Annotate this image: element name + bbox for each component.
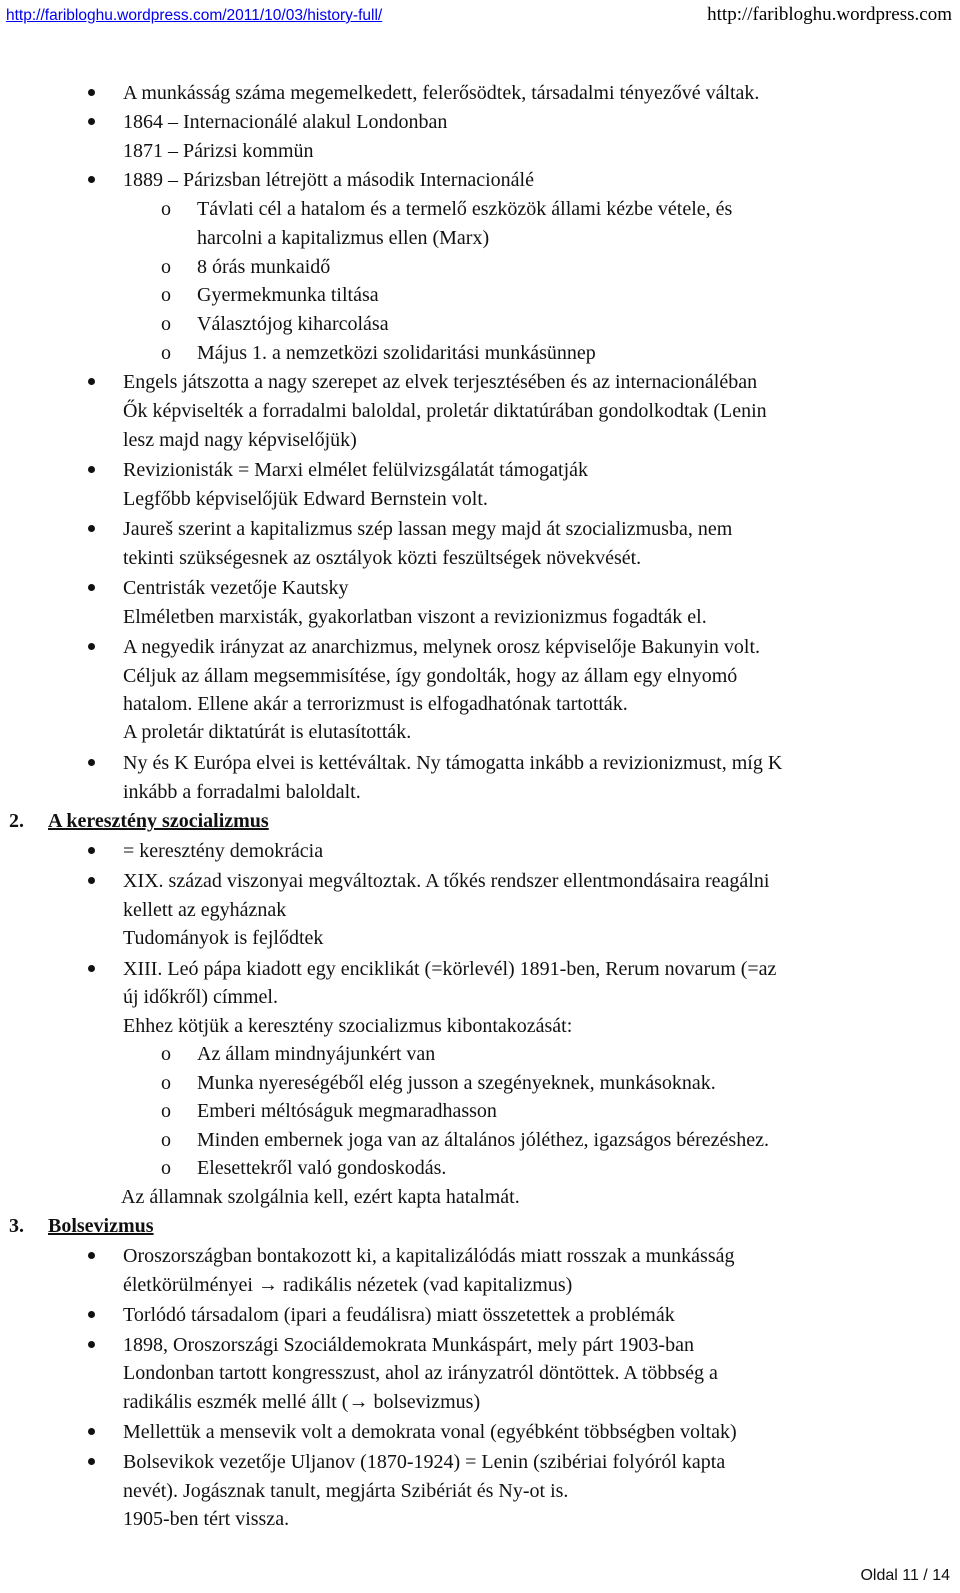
sub-item-line: 8 órás munkaidő <box>197 256 331 278</box>
paragraph-line: Tudományok is fejlődtek <box>123 927 324 949</box>
paragraph-line: A negyedik irányzat az anarchizmus, melynek orosz képviselője Bakunyin volt. <box>123 636 761 658</box>
bullet <box>88 89 95 96</box>
paragraph-line <box>123 1273 572 1297</box>
bullet <box>88 643 95 650</box>
paragraph-line: Ehhez kötjük a keresztény szocializmus kibontakozását: <box>123 1015 573 1037</box>
arrow-icon: → <box>348 1391 369 1413</box>
section-number: 3. <box>9 1215 24 1237</box>
sub-bullet: o <box>161 342 171 364</box>
bullet <box>88 378 95 385</box>
paragraph-line: Centristák vezetője Kautsky <box>123 577 349 599</box>
sub-bullet: o <box>161 1043 171 1065</box>
bullet <box>88 759 95 766</box>
bullet <box>88 118 95 125</box>
bullet <box>88 584 95 591</box>
paragraph-line: hatalom. Ellene akár a terrorizmust is elfogadhatónak tartották. <box>123 693 628 715</box>
sub-bullet: o <box>161 313 171 335</box>
section-heading: A keresztény szocializmus <box>48 810 269 832</box>
paragraph-line: 1871 – Párizsi kommün <box>123 140 314 162</box>
paragraph-line: 1898, Oroszországi Szociáldemokrata Munkáspárt, mely párt 1903-ban <box>123 1334 694 1356</box>
bullet <box>88 965 95 972</box>
sub-item-line: Emberi méltóságuk megmaradhasson <box>197 1100 497 1122</box>
sub-bullet: o <box>161 198 171 220</box>
paragraph-line: Céljuk az állam megsemmisítése, így gondolták, hogy az állam egy elnyomó <box>123 665 738 687</box>
sub-item-line: Elesettekről való gondoskodás. <box>197 1157 447 1179</box>
paragraph-line: nevét). Jogásznak tanult, megjárta Szibériát és Ny-ot is. <box>123 1480 569 1502</box>
paragraph-line: A munkásság száma megemelkedett, felerősödtek, társadalmi tényezővé váltak. <box>123 82 760 104</box>
sub-item-line: Munka nyereségéből elég jusson a szegényeknek, munkásoknak. <box>197 1072 716 1094</box>
paragraph-line: Legfőbb képviselőjük Edward Bernstein volt. <box>123 488 488 510</box>
sub-bullet: o <box>161 1129 171 1151</box>
bullet <box>88 847 95 854</box>
paragraph-line: Revizionisták = Marxi elmélet felülvizsgálatát támogatják <box>123 459 589 481</box>
arrow-icon: → <box>257 1274 278 1296</box>
section-number: 2. <box>9 810 24 832</box>
paragraph-line: Oroszországban bontakozott ki, a kapitalizálódás miatt rosszak a munkásság <box>123 1245 735 1267</box>
paragraph-line: lesz majd nagy képviselőjük) <box>123 429 357 451</box>
paragraph-line: XIII. Leó pápa kiadott egy enciklikát (=körlevél) 1891-ben, Rerum novarum (=az <box>123 958 777 980</box>
paragraph-line: Londonban tartott kongresszust, ahol az irányzatról döntöttek. A többség a <box>123 1362 718 1384</box>
site-name: http://faribloghu.wordpress.com <box>707 4 952 25</box>
page-number: Oldal 11 / 14 <box>860 1567 950 1584</box>
sub-bullet: o <box>161 256 171 278</box>
paragraph-line: tekinti szükségesnek az osztályok közti feszültségek növekvését. <box>123 547 642 569</box>
bullet <box>88 1311 95 1318</box>
paragraph-line: Az államnak szolgálnia kell, ezért kapta hatalmát. <box>121 1186 520 1208</box>
bullet <box>88 525 95 532</box>
paragraph-line: Mellettük a mensevik volt a demokrata vonal (egyébként többségben voltak) <box>123 1421 737 1443</box>
section-heading: Bolsevizmus <box>48 1215 154 1237</box>
paragraph-line: Elméletben marxisták, gyakorlatban viszont a revizionizmus fogadták el. <box>123 606 707 628</box>
bullet <box>88 1458 95 1465</box>
bullet <box>88 877 95 884</box>
bullet <box>88 466 95 473</box>
paragraph-line: Jaureš szerint a kapitalizmus szép lassan megy majd át szocializmusba, nem <box>123 518 733 540</box>
paragraph-line: 1864 – Internacionálé alakul Londonban <box>123 111 448 133</box>
line-text: radikális nézetek (vad kapitalizmus) <box>282 1274 573 1296</box>
paragraph-line: = keresztény demokrácia <box>123 840 324 862</box>
paragraph-line <box>123 1390 480 1414</box>
sub-item-line: Május 1. a nemzetközi szolidaritási munkásünnep <box>197 342 596 364</box>
paragraph-line: 1905-ben tért vissza. <box>123 1508 290 1530</box>
sub-item-line: Az állam mindnyájunkért van <box>197 1043 436 1065</box>
sub-item-line: harcolni a kapitalizmus ellen (Marx) <box>197 227 490 249</box>
paragraph-line: Engels játszotta a nagy szerepet az elvek terjesztésében és az internacionáléban <box>123 371 758 393</box>
sub-bullet: o <box>161 1100 171 1122</box>
sub-item-line: Gyermekmunka tiltása <box>197 284 379 306</box>
source-url-link[interactable]: http://faribloghu.wordpress.com/2011/10/03/history-full/ <box>6 7 383 24</box>
paragraph-line: 1889 – Párizsban létrejött a második Internacionálé <box>123 169 534 191</box>
sub-item-line: Távlati cél a hatalom és a termelő eszközök állami kézbe vétele, és <box>197 198 733 220</box>
paragraph-line: kellett az egyháznak <box>123 899 287 921</box>
paragraph-line: új időkről) címmel. <box>123 986 278 1008</box>
line-text: életkörülményei <box>123 1274 253 1296</box>
paragraph-line: inkább a forradalmi baloldalt. <box>123 781 361 803</box>
sub-bullet: o <box>161 284 171 306</box>
sub-bullet: o <box>161 1072 171 1094</box>
bullet <box>88 1341 95 1348</box>
sub-item-line: Választójog kiharcolása <box>197 313 389 335</box>
sub-item-line: Minden embernek joga van az általános jóléthez, igazságos bérezéshez. <box>197 1129 769 1151</box>
paragraph-line: A proletár diktatúrát is elutasították. <box>123 721 412 743</box>
bullet <box>88 1252 95 1259</box>
paragraph-line: Torlódó társadalom (ipari a feudálisra) miatt összetettek a problémák <box>123 1304 675 1326</box>
sub-bullet: o <box>161 1157 171 1179</box>
line-text: radikális eszmék mellé állt ( <box>123 1391 349 1413</box>
bullet <box>88 176 95 183</box>
paragraph-line: Ny és K Európa elvei is kettéváltak. Ny támogatta inkább a revizionizmust, míg K <box>123 752 783 774</box>
paragraph-line: XIX. század viszonyai megváltoztak. A tőkés rendszer ellentmondásaira reagálni <box>123 870 770 892</box>
bullet <box>88 1428 95 1435</box>
line-text: bolsevizmus) <box>373 1391 481 1413</box>
paragraph-line: Ők képviselték a forradalmi baloldal, proletár diktatúrában gondolkodtak (Lenin <box>123 400 767 422</box>
paragraph-line: Bolsevikok vezetője Uljanov (1870-1924) = Lenin (szibériai folyóról kapta <box>123 1451 726 1473</box>
